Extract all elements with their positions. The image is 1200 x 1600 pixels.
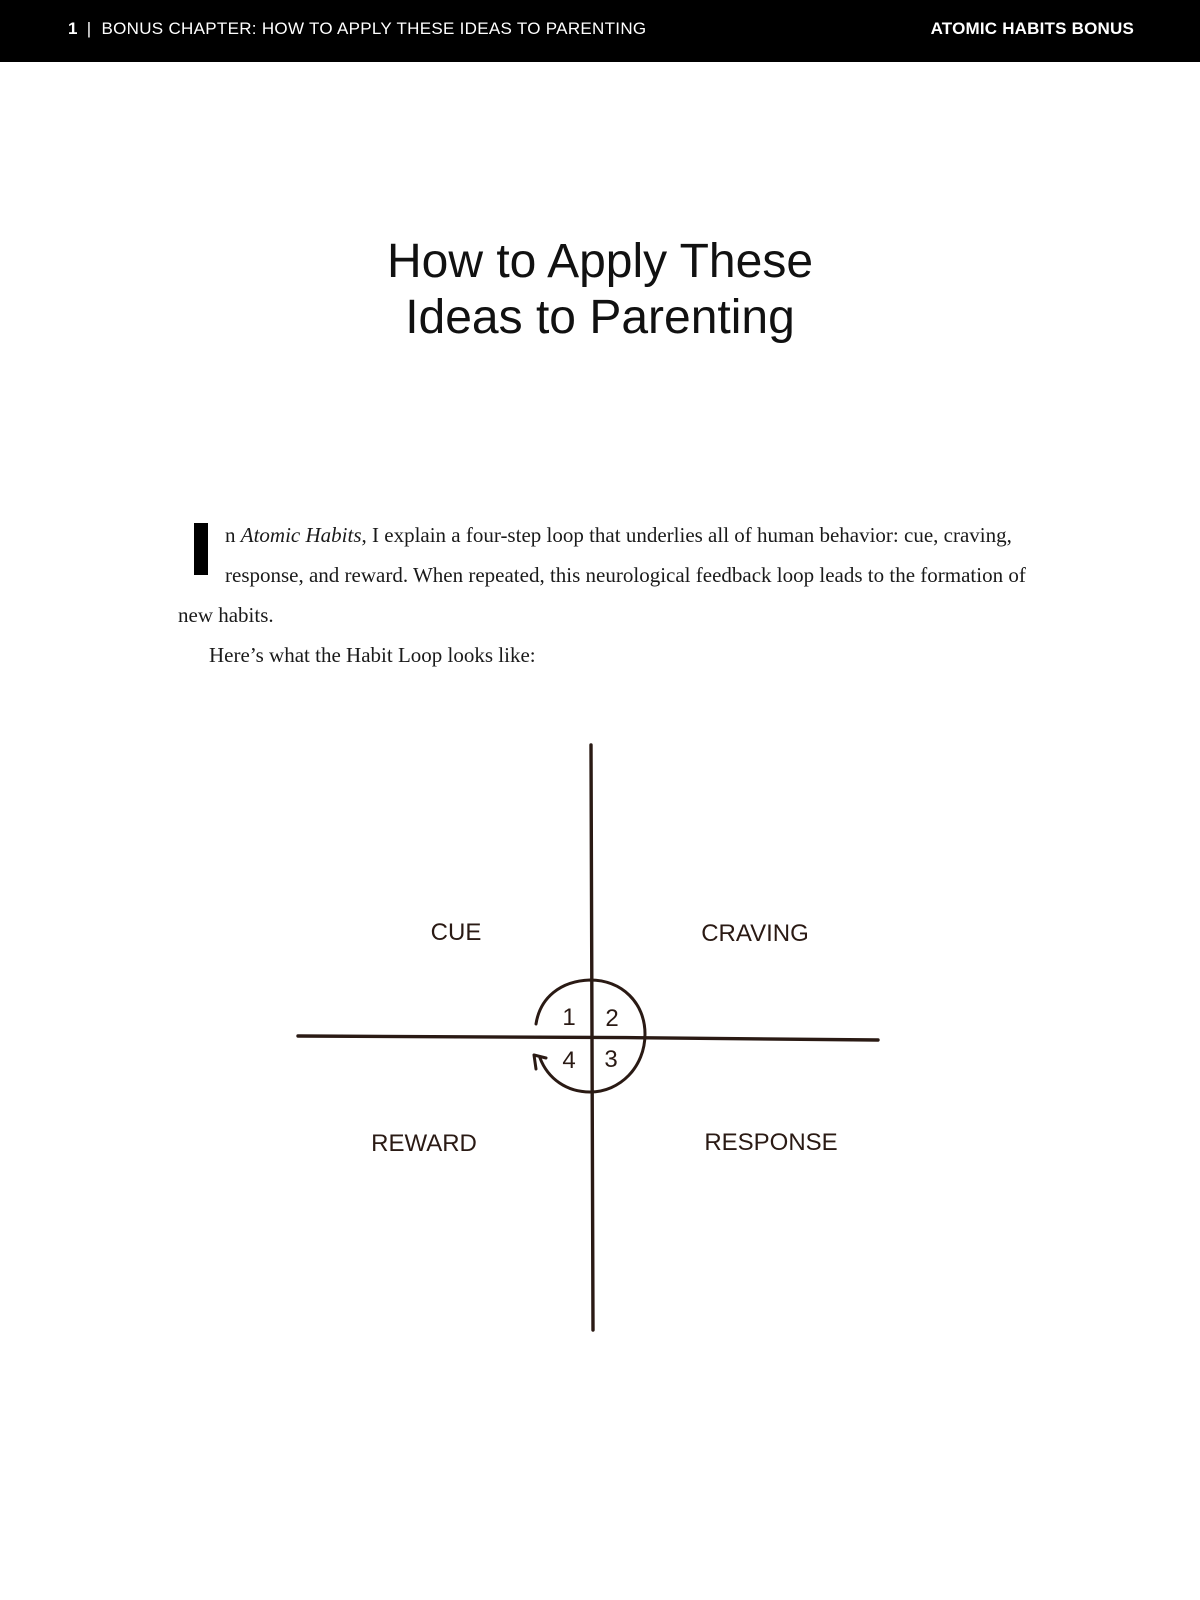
book-label: ATOMIC HABITS BONUS	[930, 19, 1134, 38]
chapter-title-line-1: How to Apply These	[386, 235, 814, 288]
step-1-label: 1	[562, 1004, 576, 1031]
cue-label: CUE	[430, 919, 482, 946]
intro-lead: n	[225, 523, 241, 547]
response-label: RESPONSE	[704, 1129, 838, 1156]
header-separator: |	[86, 19, 92, 38]
chapter-title-line-2: Ideas to Parenting	[405, 291, 795, 344]
step-4-label: 4	[562, 1047, 576, 1074]
horizontal-axis	[298, 1036, 878, 1040]
reward-label: REWARD	[371, 1130, 477, 1157]
intro-rest: , I explain a four-step loop that underlies all of human behavior: cue, craving, response, and reward. When repeated, this neurological feedback loop leads to the formation of new habits.	[178, 523, 1026, 627]
page-number: 1	[68, 19, 78, 38]
step-3-label: 3	[604, 1046, 618, 1073]
step-2-label: 2	[605, 1005, 619, 1032]
habit-loop-intro: Here’s what the Habit Loop looks like:	[209, 643, 536, 667]
craving-label: CRAVING	[701, 920, 809, 947]
chapter-label: BONUS CHAPTER: HOW TO APPLY THESE IDEAS TO PARENTING	[101, 19, 647, 38]
book-title-italic: Atomic Habits	[240, 523, 362, 547]
